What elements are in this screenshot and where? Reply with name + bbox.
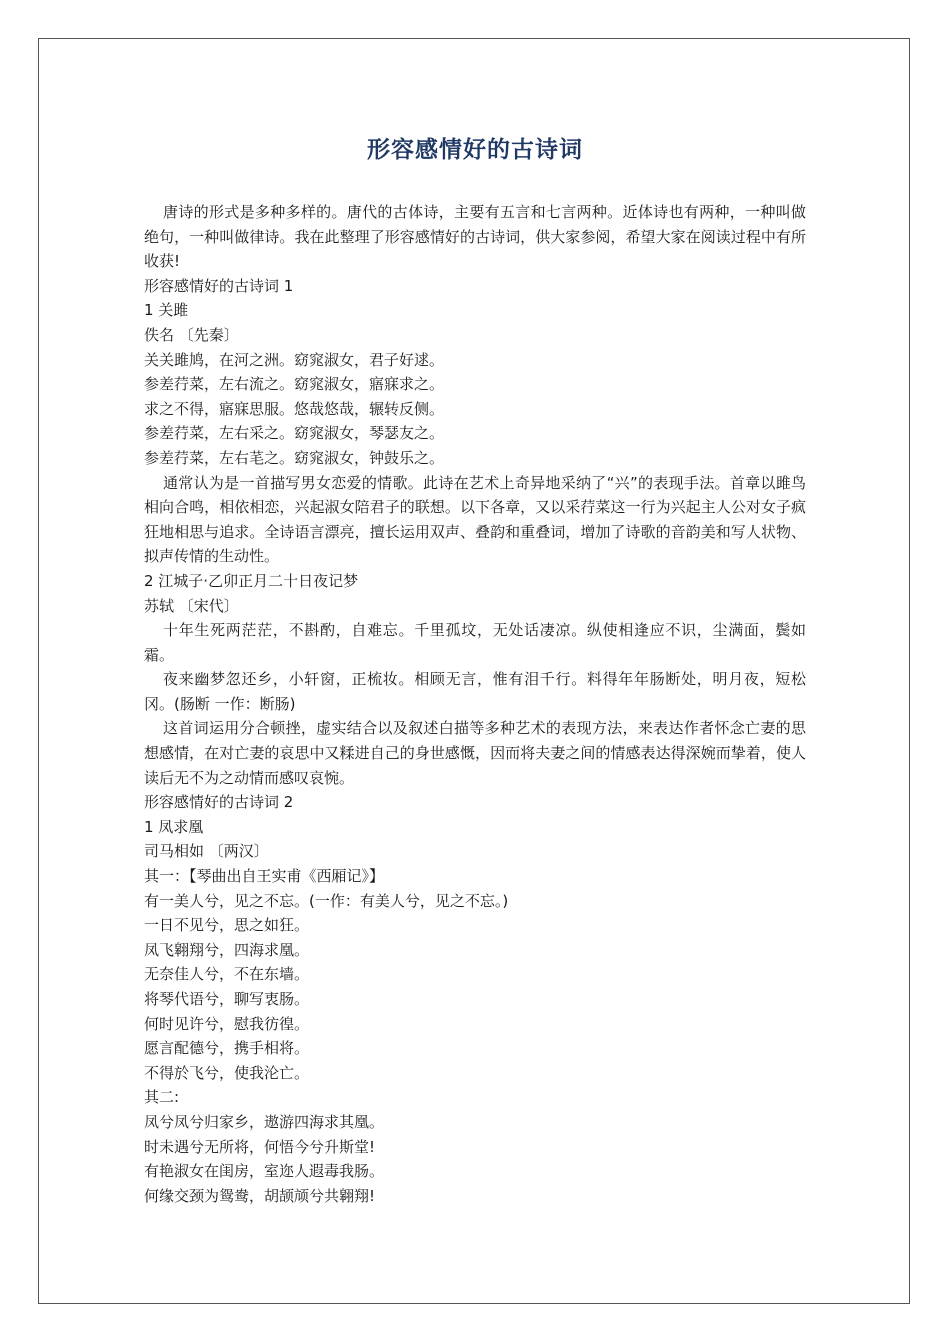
poem-line: 参差荇菜，左右芼之。窈窕淑女，钟鼓乐之。 (144, 448, 445, 467)
section-heading-1: 形容感情好的古诗词 1 (144, 276, 294, 295)
poem-line: 一日不见兮，思之如狂。 (144, 916, 310, 935)
poem-line: 何缘交颈为鸳鸯，胡颉颃兮共翱翔! (144, 1186, 376, 1205)
poem-part-label: 其二: (144, 1088, 180, 1107)
poem-author: 苏轼 〔宋代〕 (144, 596, 239, 615)
poem-line: 有艳淑女在闺房，室迩人遐毒我肠。 (144, 1162, 385, 1181)
poem-stanza: 夜来幽梦忽还乡，小轩窗，正梳妆。相顾无言，惟有泪千行。料得年年肠断处，明月夜，短松冈。(肠断 一作：断肠) (144, 670, 806, 713)
poem-line: 求之不得，寤寐思服。悠哉悠哉，辗转反侧。 (144, 399, 445, 418)
poem-commentary: 这首词运用分合顿挫，虚实结合以及叙述白描等多种艺术的表现方法，来表达作者怀念亡妻的思想感情，在对亡妻的哀思中又糅进自己的身世感慨，因而将夫妻之间的情感表达得深婉而挚着，使人读后无不为之动情而感叹哀惋。 (144, 719, 806, 787)
document-title: 形容感情好的古诗词 (367, 137, 583, 163)
poem-commentary: 通常认为是一首描写男女恋爱的情歌。此诗在艺术上奇异地采纳了“兴”的表现手法。首章以雎鸟相向合鸣，相依相恋，兴起淑女陪君子的联想。以下各章，又以采荇菜这一行为兴起主人公对女子疯狂地相思与追求。全诗语言漂亮，擅长运用双声、叠韵和重叠词，增加了诗歌的音韵美和写人状物、拟声传情的生动性。 (144, 473, 806, 566)
poem-line: 何时见许兮，慰我彷徨。 (144, 1014, 310, 1033)
poem-line: 不得於飞兮，使我沦亡。 (144, 1063, 310, 1082)
poem-part-label: 其一：【琴曲出自王实甫《西厢记》】 (144, 867, 385, 886)
poem-title: 1 关雎 (144, 301, 189, 320)
poem-line: 凤兮凤兮归家乡，遨游四海求其凰。 (144, 1112, 385, 1131)
poem-author: 佚名 〔先秦〕 (144, 325, 239, 344)
poem-line: 有一美人兮，见之不忘。(一作：有美人兮，见之不忘。) (144, 891, 509, 910)
poem-line: 参差荇菜，左右流之。窈窕淑女，寤寐求之。 (144, 375, 445, 394)
poem-stanza: 十年生死两茫茫，不斟酌，自难忘。千里孤坟，无处话凄凉。纵使相逢应不识，尘满面，鬓如霜。 (144, 621, 806, 664)
document-body (144, 200, 806, 1208)
poem-title: 1 凤求凰 (144, 817, 204, 836)
poem-line: 参差荇菜，左右采之。窈窕淑女，琴瑟友之。 (144, 424, 445, 443)
poem-title: 2 江城子·乙卯正月二十日夜记梦 (144, 571, 359, 590)
poem-line: 无奈佳人兮，不在东墙。 (144, 965, 310, 984)
poem-line: 时未遇兮无所将，何悟今兮升斯堂! (144, 1137, 376, 1156)
poem-line: 将琴代语兮，聊写衷肠。 (144, 990, 310, 1008)
intro-paragraph: 唐诗的形式是多种多样的。唐代的古体诗，主要有五言和七言两种。近体诗也有两种，一种叫做绝句，一种叫做律诗。我在此整理了形容感情好的古诗词，供大家参阅，希望大家在阅读过程中有所收获! (144, 203, 806, 271)
poem-author: 司马相如 〔两汉〕 (144, 842, 269, 861)
poem-line: 关关雎鸠，在河之洲。窈窕淑女，君子好逑。 (144, 350, 445, 369)
section-heading-2: 形容感情好的古诗词 2 (144, 793, 294, 812)
poem-line: 凤飞翱翔兮，四海求凰。 (144, 940, 310, 959)
poem-line: 愿言配德兮，携手相将。 (144, 1039, 310, 1058)
